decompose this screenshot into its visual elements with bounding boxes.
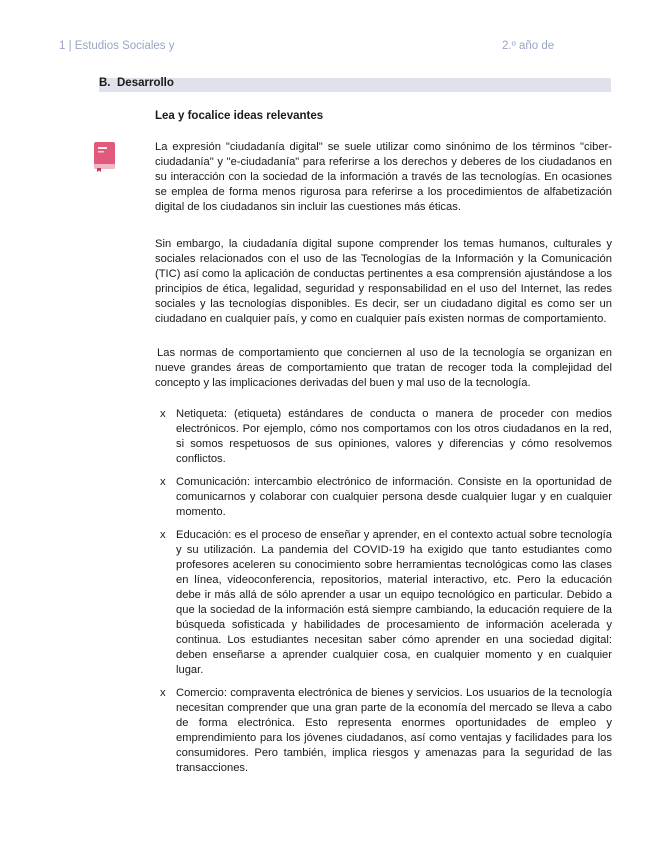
- list-item-netiqueta: [160, 407, 612, 467]
- bullet-marker: x: [160, 408, 166, 420]
- behavior-areas-list: [160, 407, 612, 784]
- bullet-marker: x: [160, 529, 166, 541]
- header-grade-label: 2.º año de: [502, 40, 555, 52]
- list-item-comercio: [160, 686, 612, 776]
- paragraph-ciudadania: Sin embargo, la ciudadanía digital supone comprender los temas humanos, culturales y sociales relacionados con el uso de las Tecnologías de la Información y la Comunicación (TIC) así como la aplicación de conductas pertinentes a esa comprensión ajustándose a los principios de ética, legalidad, seguridad y responsabilidad en el uso del Internet, las redes sociales y las tecnologías disponibles. Es decir, ser un ciudadano digital es como ser un ciudadano en cualquier país, y como en cualquier país existen normas de comportamiento.: [155, 238, 612, 325]
- subtitle: Lea y focalice ideas relevantes: [155, 110, 324, 122]
- header-page-label: 1 | Estudios Sociales y: [59, 40, 175, 52]
- list-item-text: Educación: es el proceso de enseñar y aprender, en el contexto actual sobre tecnología y su utilización. La pandemia del COVID-19 ha exigido que tanto estudiantes como profesores aceleren su conocimiento sobre herramientas tecnológicas como las clases en línea, videoconferencia, repositorios, material interactivo, etc. Pero la educación debe ir más allá de sólo aprender a usar un equipo tecnológico en particular. Debido a que la sociedad de la información está siempre cambiando, la educación requiere de la búsqueda sofisticada y habilidades de procesamiento de información acelerada y continua. Los estudiantes necesitan saber cómo aprender en una sociedad digital: deben enseñarse a aprender cualquier cosa, en cualquier momento y en cualquier lugar.: [176, 529, 612, 676]
- list-item-text: Netiqueta: (etiqueta) estándares de conducta o manera de proceder con medios electrónicos. Por ejemplo, cómo nos comportamos con los otros ciudadanos en la red, si somos respetuosos de sus opiniones, valores y diferencias y cómo resolvemos conflictos.: [176, 408, 612, 465]
- section-letter: B.: [99, 77, 111, 89]
- list-item-text: Comercio: compraventa electrónica de bienes y servicios. Los usuarios de la tecnología necesitan comprender que una gran parte de la economía del mercado se lleva a cabo de forma electrónica. Esto representa enormes oportunidades de empleo y emprendimiento para los jóvenes ciudadanos, así como ventajas y facilidades para los consumidores. Pero también, implica riesgos y amenazas para la seguridad de las transacciones.: [176, 687, 612, 774]
- bullet-marker: x: [160, 476, 166, 488]
- list-item-comunicacion: [160, 475, 612, 520]
- list-item-text: Comunicación: intercambio electrónico de información. Consiste en la oportunidad de comunicarnos y colaborar con cualquier persona desde cualquier lugar y en cualquier momento.: [176, 476, 612, 518]
- section-heading-bar: [99, 78, 611, 92]
- section-title: Desarrollo: [117, 77, 174, 89]
- paragraph-intro: La expresión "ciudadanía digital" se suele utilizar como sinónimo de los términos "ciber-ciudadanía" y "e-ciudadanía" para referirse a los derechos y deberes de los ciudadanos en su interacción con la sociedad de la información a través de las tecnologías. En ocasiones se emplea de forma menos rigurosa para referirse a los procedimientos de alfabetización digital de los ciudadanos sin incluir las cuestiones más éticas.: [155, 141, 612, 213]
- bullet-marker: x: [160, 687, 166, 699]
- book-icon: [92, 140, 118, 172]
- list-item-educacion: [160, 528, 612, 678]
- paragraph-normas: Las normas de comportamiento que conciernen al uso de la tecnología se organizan en nueve grandes áreas de comportamiento que tratan de recoger toda la complejidad del concepto y las implicaciones derivadas del buen y mal uso de la tecnología.: [155, 347, 612, 389]
